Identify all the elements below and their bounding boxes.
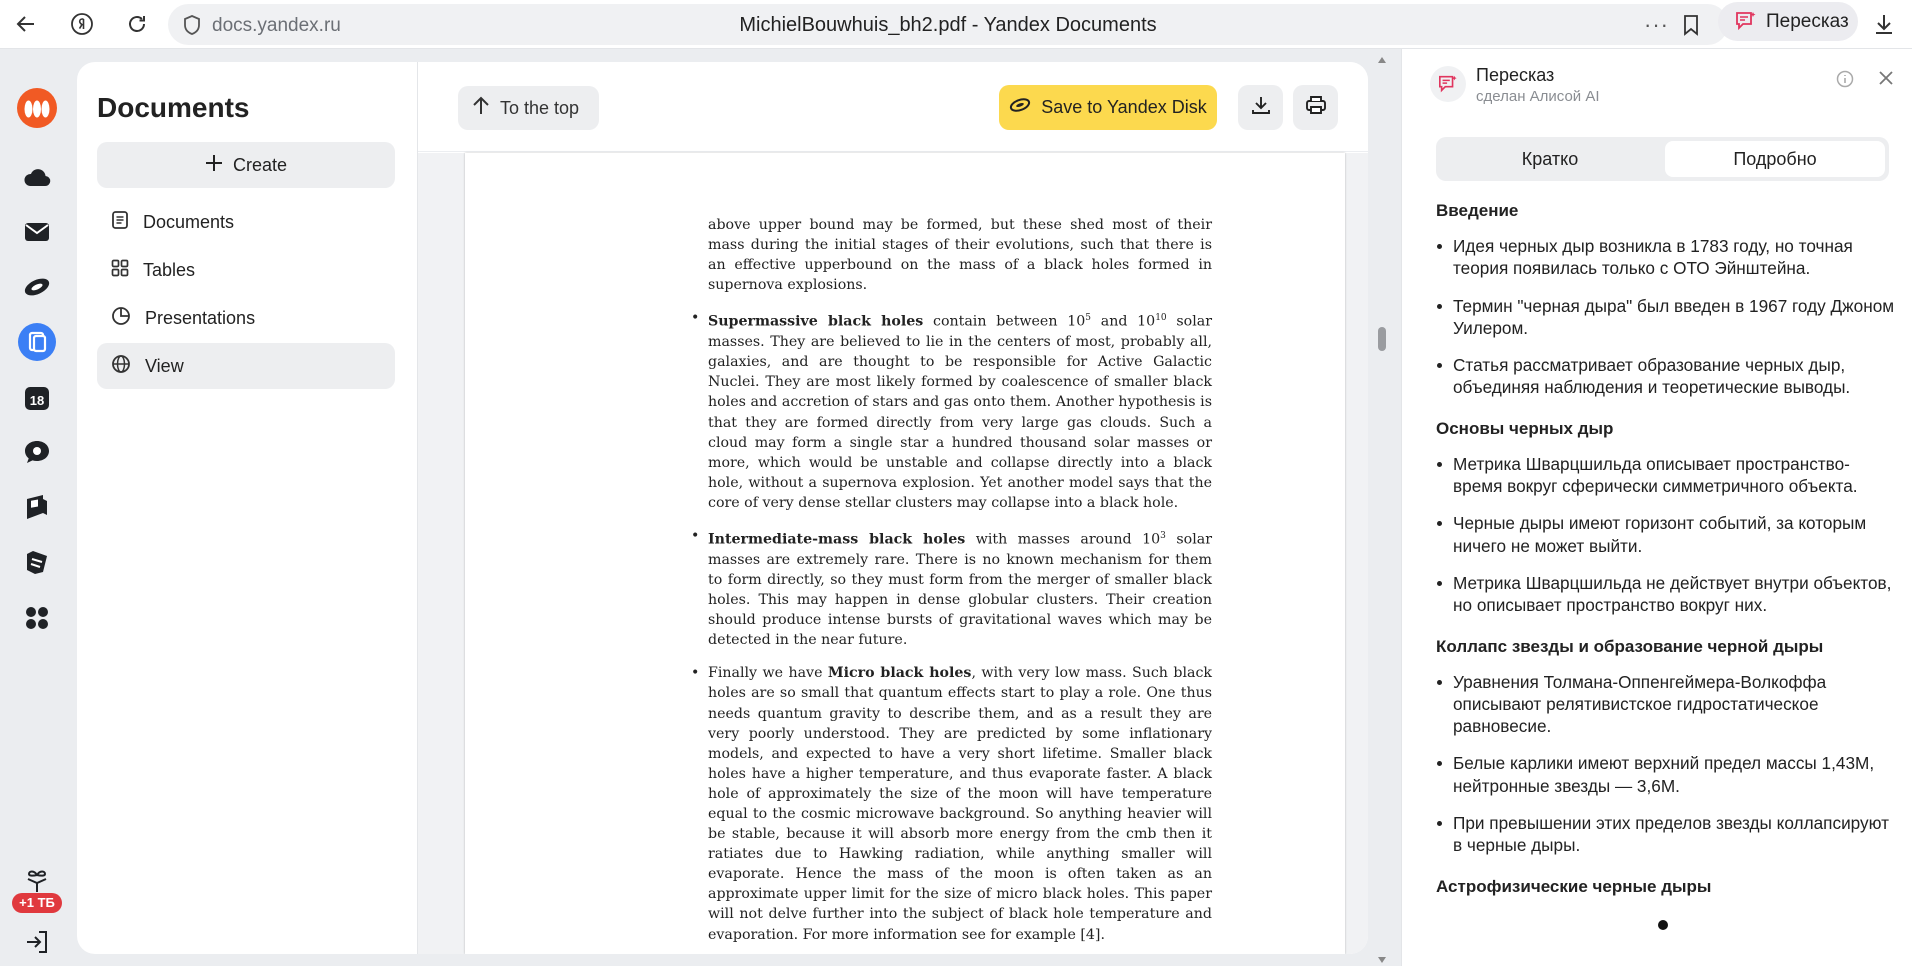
to-the-top-label: To the top [500,97,580,118]
documents-app-icon[interactable] [16,321,58,363]
sidebar-item-label: View [145,355,184,376]
create-button[interactable] [97,142,395,188]
summary-heading: Астрофизические черные дыры [1436,876,1712,896]
save-to-disk-label: Save to Yandex Disk [1041,97,1207,117]
summary-heading: Коллапс звезды и образование черной дыры [1436,636,1824,656]
document-viewer [417,62,1368,954]
plus-icon [205,154,223,177]
reload-icon[interactable] [121,8,153,40]
calendar-icon[interactable] [16,377,58,419]
retell-panel [1401,49,1912,966]
printer-icon [1305,95,1327,120]
services-rail [0,49,76,966]
to-the-top-button[interactable] [458,86,599,130]
pdf-text-run: solar masses. They are believed to lie in the centers of most, probably all, galaxies, and are thought to be responsible for Active Galactic Nuclei. They are most likely formed by coalescence of smaller black holes and accretion of stars and gas onto them. Another hypothesis is that they are formed directly from very large gas clouds. Such a cloud may form a single star a hundred thousand solar masses or more, which would be unstable and collapse directly into a black hole, without a supernova explosion. Yet another model says that the core of very dense stellar clusters may collapse into a black hole. [708,314,1212,511]
yandex-logo-icon[interactable] [66,8,98,40]
pdf-exponent: 10 [1155,313,1167,324]
download-button[interactable] [1238,85,1283,130]
browser-toolbar [0,0,1912,49]
mail-icon[interactable] [16,211,58,253]
scrollbar-thumb[interactable] [1378,327,1386,351]
retell-avatar-icon [1430,66,1466,102]
globe-icon [111,354,131,379]
arrow-up-icon [472,96,490,121]
disk-icon[interactable] [16,266,58,308]
storage-badge[interactable]: +1 ТБ [12,893,62,913]
retell-button[interactable] [1718,2,1858,41]
address-domain: docs.yandex.ru [212,15,341,36]
download-icon [1251,95,1271,120]
pdf-term: Intermediate-mass black holes [708,531,966,548]
logout-icon[interactable] [16,921,58,963]
tab-short[interactable]: Кратко [1521,148,1579,169]
viewer-scrollbar[interactable] [1375,49,1389,966]
tab-detailed[interactable]: Подробно [1665,141,1885,177]
summary-section [1436,877,1896,897]
pdf-term: Supermassive black holes [708,314,924,331]
summary-point: Термин "черная дыра" был введен в 1967 году Джоном Уилером. [1436,295,1896,340]
yandex-services-logo-icon[interactable] [16,87,58,129]
summary-point: Черные дыры имеют горизонт событий, за которым ничего не может выйти. [1436,512,1896,557]
telemost-icon[interactable] [16,486,58,528]
retell-subtitle: сделан Алисой AI [1476,88,1600,105]
pdf-exponent: 3 [1160,531,1166,542]
sidebar-item-documents[interactable] [97,199,395,245]
summary-point: Статья рассматривает образование черных дыр, объединяя наблюдения и теоретические выводы. [1436,354,1896,399]
scroll-down-arrow-icon[interactable] [1377,951,1387,966]
sidebar-title: Documents [97,92,250,123]
pager-dot[interactable] [1658,920,1668,930]
pdf-term: Micro black holes [827,665,972,682]
pie-icon [111,306,131,331]
pdf-exponent: 5 [1085,313,1091,324]
summary-section [1436,419,1896,617]
summary-section [1436,637,1896,857]
summary-point: Метрика Шварцшильда не действует внутри объектов, но описывает пространство вокруг них. [1436,572,1896,617]
pdf-list-item [708,663,1212,944]
messenger-icon[interactable] [16,431,58,473]
sidebar-item-view[interactable] [97,343,395,389]
retell-icon [1734,10,1758,37]
summary-heading: Основы черных дыр [1436,418,1614,438]
summary-point: Уравнения Толмана-Оппенгеймера-Волкоффа описывают релятивистское гидростатическое равновесие. [1436,671,1896,738]
forms-icon[interactable] [16,541,58,583]
summary-point: При превышении этих пределов звезды коллапсируют в черные дыры. [1436,812,1896,857]
more-dots-icon[interactable]: ··· [1644,12,1669,37]
summary-point: Идея черных дыр возникла в 1783 году, но точная теория появилась только с ОТО Эйнштейна. [1436,235,1896,280]
close-icon[interactable] [1878,70,1894,91]
pdf-text-run: contain between 10 [923,314,1086,331]
pdf-list-item [708,526,1212,650]
scroll-up-arrow-icon[interactable] [1377,51,1387,69]
retell-title: Пересказ [1476,65,1555,85]
address-bar[interactable] [168,4,1728,45]
pdf-list-item [708,308,1212,513]
summary-point: Белые карлики имеют верхний предел массы 1,43M, нейтронные звезды — 3,6M. [1436,752,1896,797]
downloads-icon[interactable] [1868,8,1900,40]
sidebar-item-label: Documents [143,211,235,232]
pdf-text-run: Finally we have [708,665,828,682]
info-icon[interactable] [1836,70,1854,93]
sidebar-item-label: Presentations [145,307,256,328]
viewer-toolbar [418,62,1368,152]
pdf-text [708,215,1212,945]
svg-text:18: 18 [29,393,45,408]
documents-sidebar [77,62,417,954]
pdf-text-run: with masses around 10 [965,531,1161,548]
grid-icon [111,259,129,282]
back-arrow-icon[interactable] [10,8,42,40]
all-services-icon[interactable] [16,597,58,639]
retell-mode-switch [1436,137,1889,181]
pdf-paragraph: above upper bound may be formed, but these shed most of their mass during the initial stages of their evolutions, such that there is an effective upperbound on the mass of a black holes formed in supernova explosions. [708,217,1212,294]
pdf-page [465,153,1345,954]
summary-heading: Введение [1436,201,1519,220]
create-button-label: Create [232,154,288,175]
sidebar-item-label: Tables [143,259,196,280]
pdf-text-run: and 10 [1091,314,1156,331]
document-icon [111,210,129,235]
retell-summary [1436,201,1896,911]
sidebar-item-tables[interactable] [97,247,395,293]
cloud-icon[interactable] [16,156,58,198]
disk-icon [1009,97,1031,118]
pdf-text-run: , with very low mass. Such black holes are so small that quantum effects start to play a role. One thus needs quantum gravity to describe them, and as a result they are very poorly understood. They are predicted by some inflationary models, and expected to have a very short lifetime. Smaller black holes have a higher temperature, and thus evaporate faster. A black hole of approximately the size of the moon will have temperature equal to the cosmic microwave background. So anything heavier will be stable, because it will absorb more energy from the cmb then it ratiates due to Hawking radiation, while anything smaller will evaporate. Hence the mass of the moon is often taken as an approximate upper limit for the size of micro black holes. This paper will not delve further into the subject of black hole temperature and evaporation. For more information see for example [4]. [708,665,1212,943]
pdf-text-run: solar masses are extremely rare. There is no known mechanism for them to form directly, so they must form from the merger of smaller black holes. This may happen in dense globular clusters. Their creation should produce intense bursts of gravitational waves which may be detected in the near future. [708,531,1212,649]
print-button[interactable] [1293,85,1338,130]
bookmark-icon[interactable] [1682,14,1700,41]
page-title: MichielBouwhuis_bh2.pdf - Yandex Documents [739,14,1157,36]
summary-point: Метрика Шварцшильда описывает пространство-время вокруг сферически симметричного объекта. [1436,453,1896,498]
save-to-disk-button[interactable] [999,85,1217,130]
retell-button-label: Пересказ [1766,11,1849,32]
summary-section [1436,201,1896,399]
sidebar-item-presentations[interactable] [97,295,395,341]
